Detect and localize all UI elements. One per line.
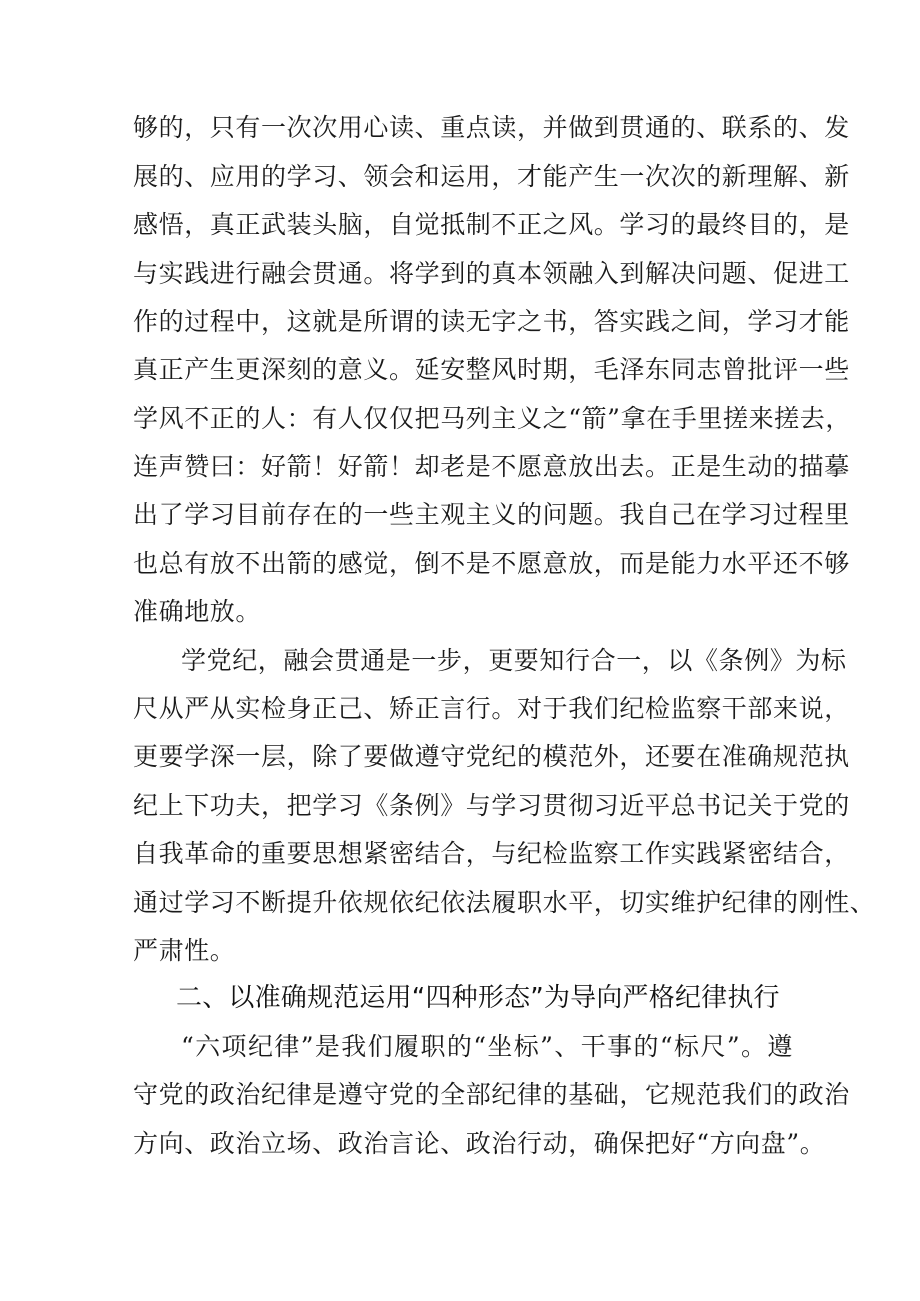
- paragraph-1-line-4: 与实践进行融会贯通。将学到的真本领融入到解决问题、促进工: [133, 259, 850, 288]
- paragraph-1-line-8: 连声赞曰：好箭！好箭！却老是不愿意放出去。正是生动的描摹: [133, 452, 850, 481]
- paragraph-2-line-5: 自我革命的重要思想紧密结合，与纪检监察工作实践紧密结合，: [133, 839, 850, 868]
- paragraph-3-line-1: “六项纪律”是我们履职的“坐标”、干事的“标尺”。遵: [181, 1032, 793, 1061]
- paragraph-1-line-6: 真正产生更深刻的意义。延安整风时期，毛泽东同志曾批评一些: [133, 355, 850, 384]
- paragraph-1-line-2: 展的、应用的学习、领会和运用，才能产生一次次的新理解、新: [133, 162, 850, 191]
- paragraph-2-line-1: 学党纪，融会贯通是一步，更要知行合一，以《条例》为标: [181, 646, 847, 675]
- paragraph-3-line-3: 方向、政治立场、政治言论、政治行动，确保把好“方向盘”。: [133, 1129, 826, 1158]
- paragraph-2-line-2: 尺从严从实检身正己、矫正言行。对于我们纪检监察干部来说，: [133, 694, 850, 723]
- paragraph-1-line-9: 出了学习目前存在的一些主观主义的问题。我自己在学习过程里: [133, 500, 850, 529]
- paragraph-1-line-3: 感悟，真正武装头脑，自觉抵制不正之风。学习的最终目的，是: [133, 210, 850, 239]
- paragraph-1-line-10: 也总有放不出箭的感觉，倒不是不愿意放，而是能力水平还不够: [133, 549, 850, 578]
- section-heading: 二、以准确规范运用“四种形态”为导向严格纪律执行: [176, 983, 780, 1013]
- paragraph-2-line-3: 更要学深一层，除了要做遵守党纪的模范外，还要在准确规范执: [133, 742, 850, 771]
- paragraph-3-line-2: 守党的政治纪律是遵守党的全部纪律的基础，它规范我们的政治: [133, 1080, 850, 1109]
- paragraph-1-line-5: 作的过程中，这就是所谓的读无字之书，答实践之间，学习才能: [133, 307, 850, 336]
- paragraph-1-line-7: 学风不正的人：有人仅仅把马列主义之“箭”拿在手里搓来搓去，: [133, 404, 851, 433]
- paragraph-2-line-7: 严肃性。: [133, 936, 236, 965]
- paragraph-1-line-1: 够的，只有一次次用心读、重点读，并做到贯通的、联系的、发: [133, 113, 850, 142]
- paragraph-1-line-11: 准确地放。: [133, 597, 262, 626]
- paragraph-2-line-4: 纪上下功夫，把学习《条例》与学习贯彻习近平总书记关于党的: [133, 791, 850, 820]
- paragraph-2-line-6: 通过学习不断提升依规依纪依法履职水平，切实维护纪律的刚性、: [133, 888, 876, 917]
